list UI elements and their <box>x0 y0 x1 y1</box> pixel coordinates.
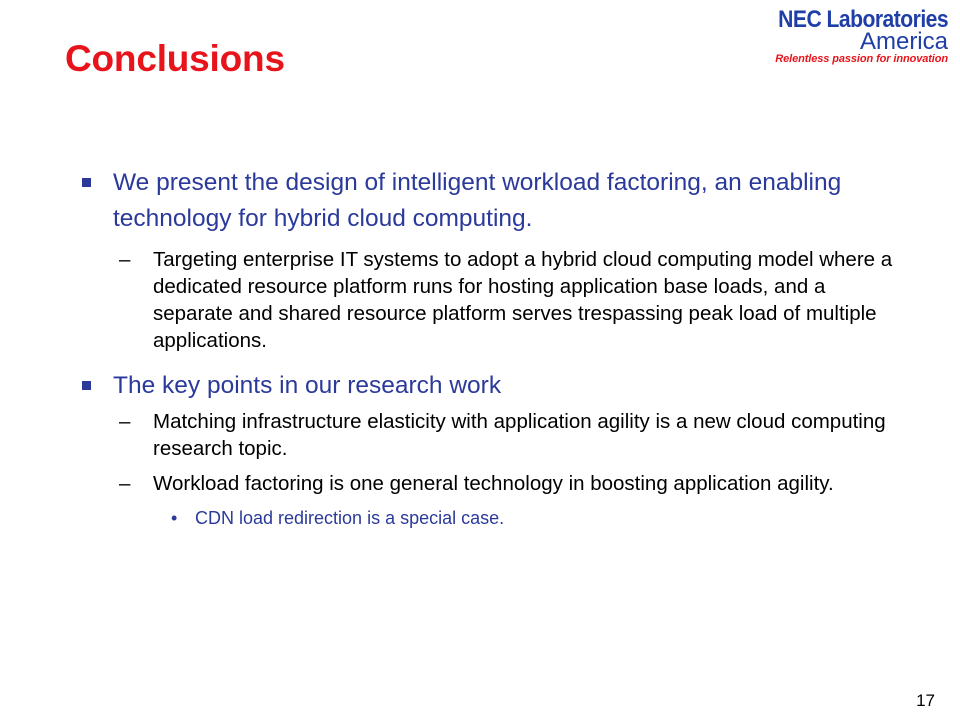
page-number: 17 <box>916 691 935 710</box>
sub-bullet-item-2-2 <box>75 470 905 497</box>
dash-bullet-icon: – <box>119 472 131 495</box>
sub-sub-bullet-text: CDN load redirection is a special case. <box>195 508 505 528</box>
bullet-item-2 <box>75 368 905 404</box>
slide-body <box>75 165 905 530</box>
slide-title: Conclusions <box>65 38 285 79</box>
square-bullet-icon <box>82 381 91 390</box>
logo-company-name: NEC Laboratories <box>778 6 948 33</box>
bullet-text: The key points in our research work <box>113 372 502 399</box>
logo-tagline: Relentless passion for innovation <box>775 53 948 65</box>
sub-sub-bullet-item-2-2-1 <box>75 506 905 530</box>
bullet-text: We present the design of intelligent workload factoring, an enabling technology for hybrid cloud computing. <box>113 169 842 232</box>
sub-bullet-text: Targeting enterprise IT systems to adopt a hybrid cloud computing model where a dedicated resource platform runs for hosting application base loads, and a separate and shared resource platform serves trespassing peak load of multiple applications. <box>153 248 893 352</box>
sub-bullet-text: Matching infrastructure elasticity with application agility is a new cloud computing research topic. <box>153 410 886 460</box>
dot-bullet-icon: • <box>171 508 178 528</box>
sub-bullet-item-1-1 <box>75 246 905 354</box>
logo-region: America <box>859 28 948 55</box>
bullet-item-1 <box>75 165 905 237</box>
sub-bullet-text: Workload factoring is one general technology in boosting application agility. <box>153 472 834 495</box>
sub-bullet-item-2-1 <box>75 408 905 462</box>
nec-laboratories-logo <box>775 6 948 66</box>
square-bullet-icon <box>82 178 91 187</box>
dash-bullet-icon: – <box>119 248 131 271</box>
dash-bullet-icon: – <box>119 410 131 433</box>
